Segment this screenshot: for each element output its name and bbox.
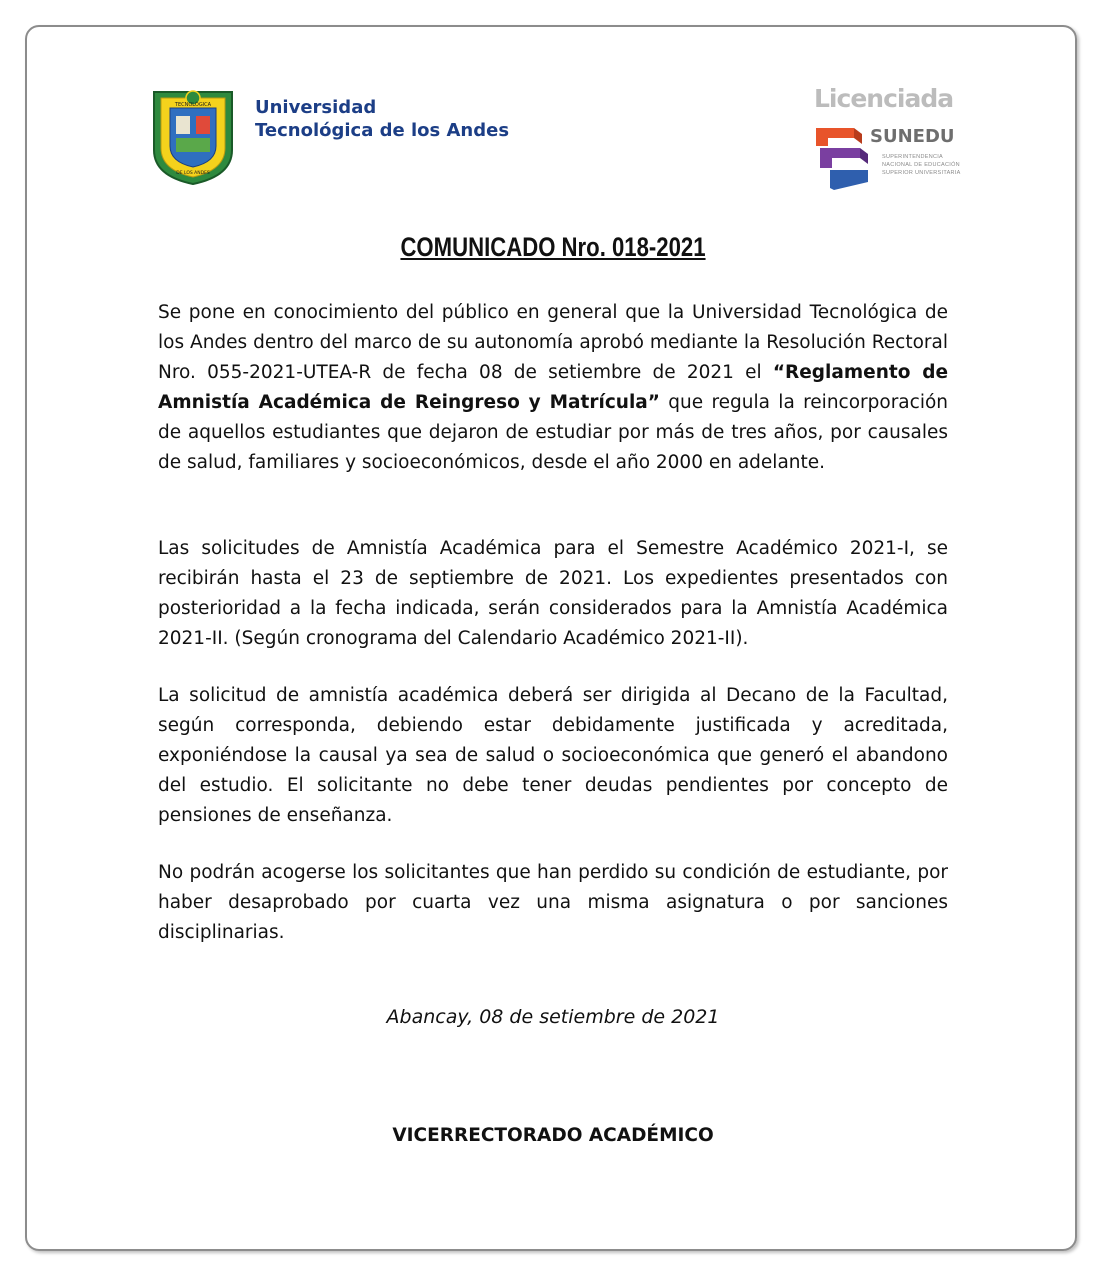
sunedu-subtitle-line1: SUPERINTENDENCIA	[882, 154, 944, 160]
paragraph-1	[158, 298, 948, 478]
university-seal-logo	[148, 86, 238, 186]
date-line: Abancay, 08 de setiembre de 2021	[386, 1006, 720, 1028]
paragraph-4: No podrán acogerse los solicitantes que han perdido su condición de estudiante, por haber desaprobado por cuarta vez una misma asignatura o por sanciones disciplinarias.	[158, 862, 948, 943]
regulation-name: “Reglamento de Amnistía Académica de Reingreso y Matrícula”	[158, 362, 948, 413]
svg-text:TECNOLÓGICA: TECNOLÓGICA	[174, 102, 212, 108]
university-name-line2: Tecnológica de los Andes	[255, 120, 510, 141]
paragraph-1-before: Se pone en conocimiento del público en general que la Universidad Tecnológica de los Andes dentro del marco de su autonomía aprobó mediante la Resolución Rectoral Nro. 055-2021-UTEA-R de fecha 08 de setiembre de 2021 el	[158, 302, 948, 383]
sunedu-name: SUNEDU	[870, 126, 955, 147]
svg-text:DE LOS ANDES: DE LOS ANDES	[176, 171, 210, 176]
sunedu-subtitle-line2: NACIONAL DE EDUCACIÓN	[882, 162, 960, 168]
sunedu-subtitle-line3: SUPERIOR UNIVERSITARIA	[882, 170, 961, 176]
university-name-line1: Universidad	[255, 97, 377, 118]
document-title: COMUNICADO Nro. 018-2021	[400, 232, 706, 262]
paragraph-2: Las solicitudes de Amnistía Académica para el Semestre Académico 2021-I, se recibirán hasta el 23 de septiembre de 2021. Los expedientes presentados con posterioridad a la fecha indicada, serán considerados para la Amnistía Académica 2021-II. (Según cronograma del Calendario Académico 2021-II).	[158, 538, 948, 649]
signature-office: VICERRECTORADO ACADÉMICO	[392, 1125, 714, 1146]
paragraph-1-after: que regula la reincorporación de aquellos estudiantes que dejaron de estudiar por más de tres años, por causales de salud, familiares y socioeconómicos, desde el año 2000 en adelante.	[158, 392, 949, 473]
paragraph-3: La solicitud de amnistía académica deberá ser dirigida al Decano de la Facultad, según corresponda, debiendo estar debidamente justificada y acreditada, exponiéndose la causal ya sea de salud o socioeconómica que generó el abandono del estudio. El solicitante no debe tener deudas pendientes por concepto de pensiones de enseñanza.	[158, 685, 948, 826]
university-name	[255, 96, 509, 142]
license-label: Licenciada	[814, 84, 954, 113]
sunedu-subtitle	[882, 153, 961, 177]
